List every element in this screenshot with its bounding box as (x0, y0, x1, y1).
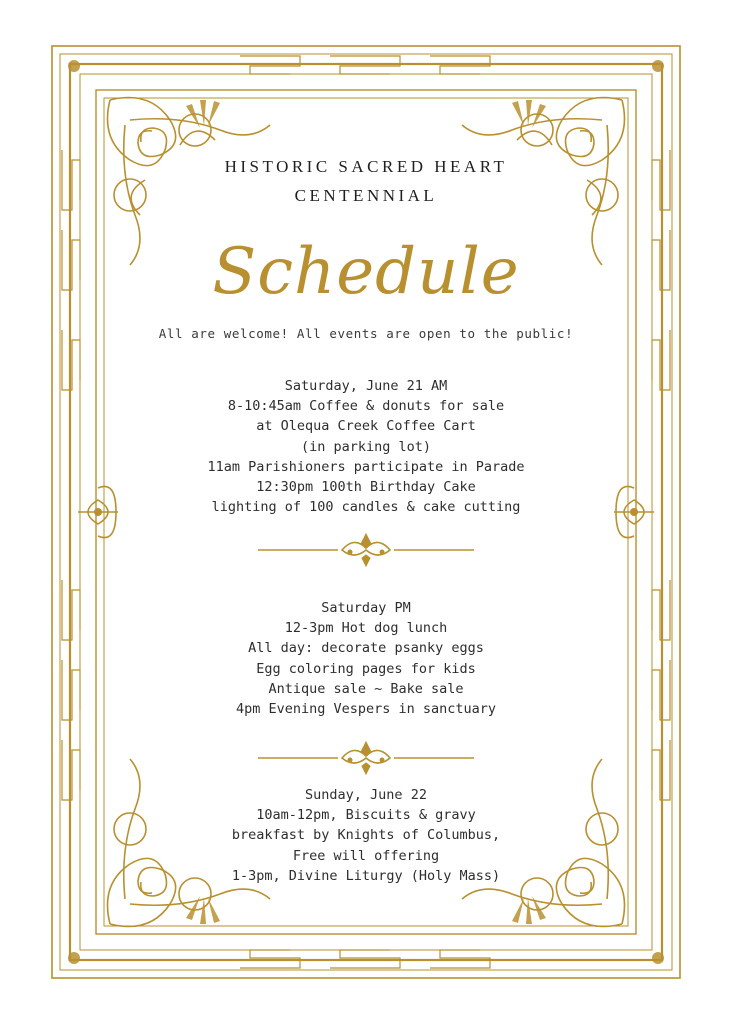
title-line-2: CENTENNIAL (294, 186, 438, 205)
schedule-line: breakfast by Knights of Columbus, (231, 827, 501, 844)
ornamental-divider-icon (258, 738, 474, 778)
schedule-line: 8-10:45am Coffee & donuts for sale (227, 398, 505, 415)
schedule-line: All day: decorate psanky eggs (248, 640, 484, 657)
section-saturday-am (100, 376, 632, 517)
schedule-line: 1-3pm, Divine Liturgy (Holy Mass) (231, 867, 501, 884)
section-heading: Saturday PM (321, 600, 411, 616)
schedule-line: 4pm Evening Vespers in sanctuary (235, 701, 497, 718)
section-heading: Saturday, June 21 AM (284, 378, 448, 394)
schedule-line: 12-3pm Hot dog lunch (284, 620, 448, 637)
schedule-line: Egg coloring pages for kids (256, 660, 476, 677)
schedule-line: at Olequa Creek Coffee Cart (256, 418, 476, 435)
schedule-line: (in parking lot) (300, 438, 432, 455)
section-heading: Sunday, June 22 (305, 787, 427, 803)
section-saturday-pm (100, 598, 632, 719)
title-line-1: HISTORIC SACRED HEART (224, 157, 508, 176)
schedule-line: Free will offering (292, 847, 440, 864)
schedule-line: 11am Parishioners participate in Parade (207, 458, 525, 475)
section-sunday (100, 785, 632, 886)
schedule-line: 12:30pm 100th Birthday Cake (256, 479, 476, 496)
page-title (140, 152, 592, 210)
schedule-line: 10am-12pm, Biscuits & gravy (256, 807, 476, 824)
welcome-message: All are welcome! All events are open to the public! (158, 326, 574, 341)
ornamental-divider-icon (258, 530, 474, 570)
schedule-script-title: Schedule (212, 235, 520, 309)
schedule-line: Antique sale ~ Bake sale (268, 680, 464, 697)
schedule-line: lighting of 100 candles & cake cutting (211, 499, 521, 516)
